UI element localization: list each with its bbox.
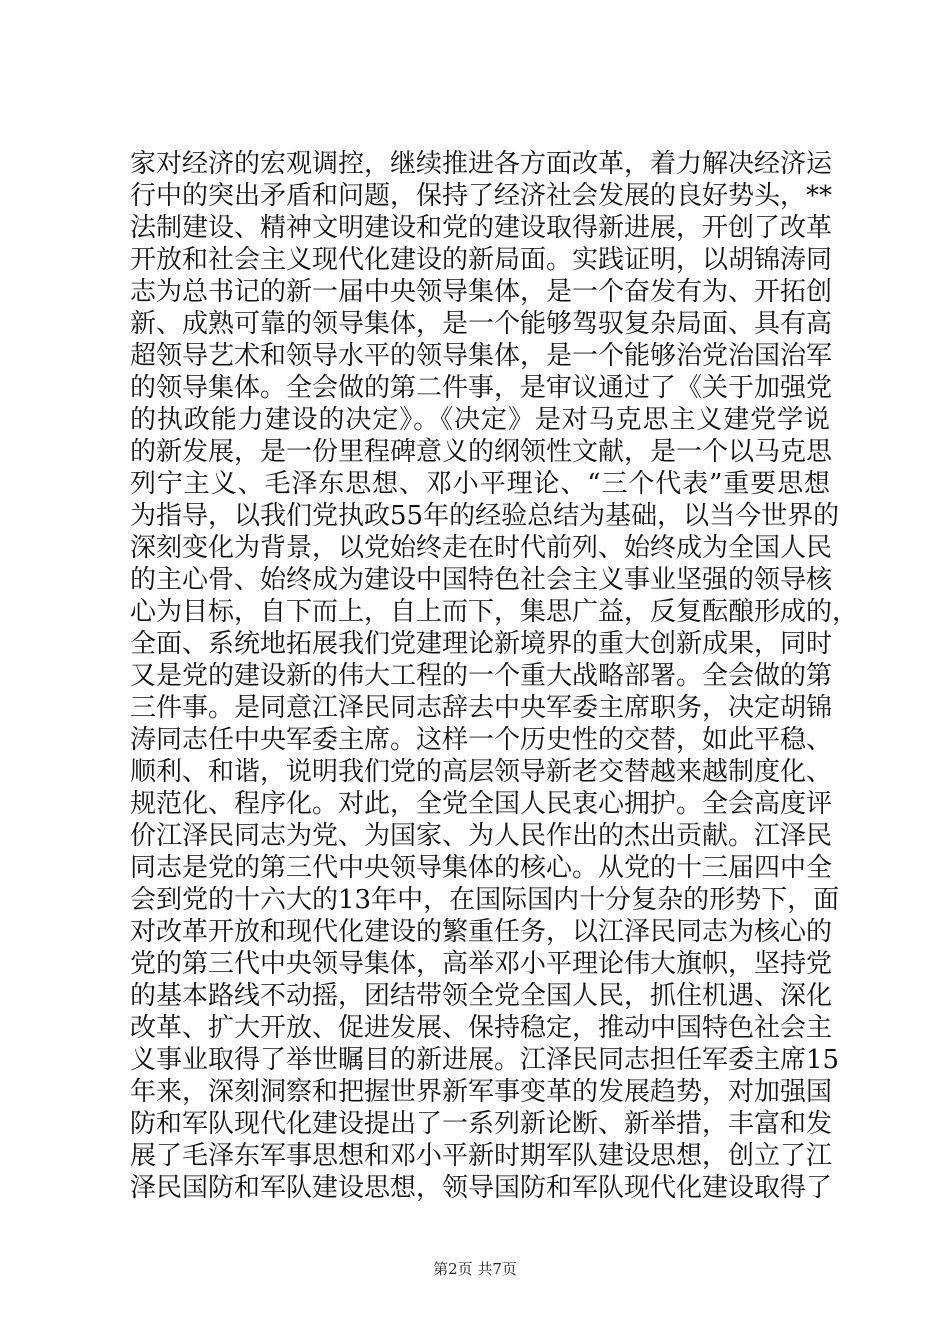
text-line: 会到党的十六大的13年中，在国际国内十分复杂的形势下，面 bbox=[130, 885, 840, 915]
text-line: 家对经济的宏观调控，继续推进各方面改革，着力解决经济运 bbox=[130, 149, 833, 179]
text-line: 的领导集体。全会做的第二件事，是审议通过了《关于加强党 bbox=[130, 373, 833, 403]
text-line: 为指导，以我们党执政55年的经验总结为基础，以当今世界的 bbox=[130, 501, 840, 531]
text-line: 防和军队现代化建设提出了一系列新论断、新举措，丰富和发 bbox=[130, 1109, 833, 1139]
page-number-footer: 第2页 共7页 bbox=[433, 1260, 517, 1278]
text-line: 超领导艺术和领导水平的领导集体，是一个能够治党治国治军 bbox=[130, 341, 833, 371]
text-line: 展了毛泽东军事思想和邓小平新时期军队建设思想，创立了江 bbox=[130, 1141, 833, 1171]
text-line: 志为总书记的新一届中央领导集体，是一个奋发有为、开拓创 bbox=[130, 277, 833, 307]
text-line: 顺利、和谐，说明我们党的高层领导新老交替越来越制度化、 bbox=[130, 757, 833, 787]
text-line: 的执政能力建设的决定》。《决定》是对马克思主义建党学说 bbox=[130, 405, 830, 435]
text-line: 年来，深刻洞察和把握世界新军事变革的发展趋势，对加强国 bbox=[130, 1077, 833, 1107]
text-line: 价江泽民同志为党、为国家、为人民作出的杰出贡献。江泽民 bbox=[130, 821, 833, 851]
text-line: 列宁主义、毛泽东思想、邓小平理论、“三个代表”重要思想 bbox=[130, 469, 830, 499]
text-line: 又是党的建设新的伟大工程的一个重大战略部署。全会做的第 bbox=[130, 661, 833, 691]
body-text bbox=[130, 148, 859, 1204]
text-line: 规范化、程序化。对此，全党全国人民衷心拥护。全会高度评 bbox=[130, 789, 833, 819]
text-line: 泽民国防和军队建设思想，领导国防和军队现代化建设取得了 bbox=[130, 1173, 833, 1203]
text-line: 开放和社会主义现代化建设的新局面。实践证明，以胡锦涛同 bbox=[130, 245, 833, 275]
text-line: 深刻变化为背景，以党始终走在时代前列、始终成为全国人民 bbox=[130, 533, 833, 563]
text-line: 全面、系统地拓展我们党建理论新境界的重大创新成果，同时 bbox=[130, 629, 833, 659]
text-line: 同志是党的第三代中央领导集体的核心。从党的十三届四中全 bbox=[130, 853, 833, 883]
text-line: 新、成熟可靠的领导集体，是一个能够驾驭复杂局面、具有高 bbox=[130, 309, 833, 339]
text-line: 行中的突出矛盾和问题，保持了经济社会发展的良好势头，** bbox=[130, 181, 833, 211]
text-line: 的主心骨、始终成为建设中国特色社会主义事业坚强的领导核 bbox=[130, 565, 833, 595]
text-line: 的新发展，是一份里程碑意义的纲领性文献，是一个以马克思 bbox=[130, 437, 833, 467]
text-line: 党的第三代中央领导集体，高举邓小平理论伟大旗帜，坚持党 bbox=[130, 949, 833, 979]
text-line: 义事业取得了举世瞩目的新进展。江泽民同志担任军委主席15 bbox=[130, 1045, 840, 1075]
text-line: 三件事。是同意江泽民同志辞去中央军委主席职务，决定胡锦 bbox=[130, 693, 833, 723]
text-line: 改革、扩大开放、促进发展、保持稳定，推动中国特色社会主 bbox=[130, 1013, 833, 1043]
text-line: 法制建设、精神文明建设和党的建设取得新进展，开创了改革 bbox=[130, 213, 833, 243]
text-line: 对改革开放和现代化建设的繁重任务，以江泽民同志为核心的 bbox=[130, 917, 833, 947]
text-line: 的基本路线不动摇，团结带领全党全国人民，抓住机遇、深化 bbox=[130, 981, 833, 1011]
text-line: 涛同志任中央军委主席。这样一个历史性的交替，如此平稳、 bbox=[130, 725, 833, 755]
text-line: 心为目标，自下而上，自上而下，集思广益，反复酝酿形成的， bbox=[130, 597, 859, 627]
